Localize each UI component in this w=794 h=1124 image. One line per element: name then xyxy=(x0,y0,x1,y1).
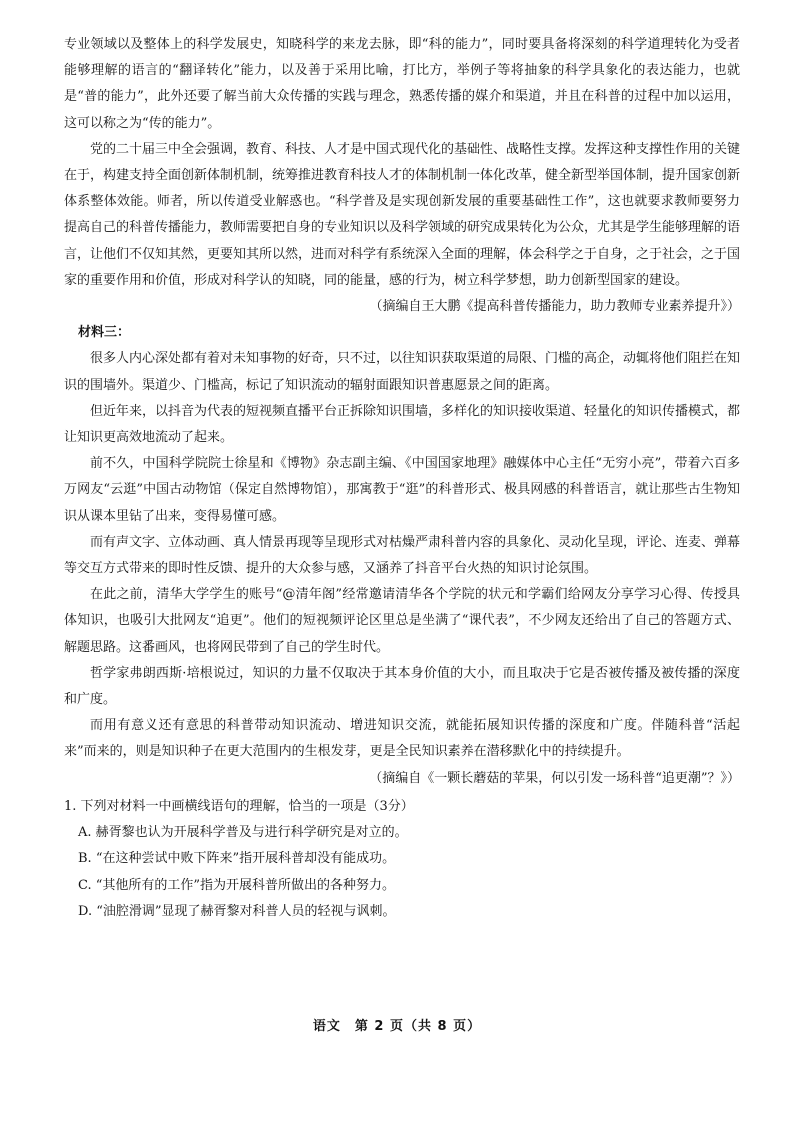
paragraph: 而有声文字、立体动画、真人情景再现等呈现形式对枯燥严肃科普内容的具象化、灵动化呈现，评论、连麦、弹幕等交互方式带来的即时性反馈、提升的大众参与感，又涵养了抖音平台火热的知识讨论氛围。 xyxy=(64,534,741,577)
option-a: A. 赫胥黎也认为开展科学普及与进行科学研究是对立的。 xyxy=(78,825,408,841)
paragraph: 在此之前，清华大学学生的账号“@清年阁”经常邀请清华各个学院的状元和学霸们给网友分享学习心得、传授具体知识，也吸引大批网友“追更”。他们的短视频评论区里总是坐满了“课代表”，不少网友还给出了自己的答题方式、解题思路。这番画风，也将网民带到了自己的学生时代。 xyxy=(64,587,740,655)
source-citation: （摘编自《一颗长蘑菇的苹果，何以引发一场科普“追更潮”？》） xyxy=(369,770,740,786)
source-citation: （摘编自王大鹏《提高科普传播能力，助力教师专业素养提升》） xyxy=(369,299,740,315)
page-footer: 语文 第 2 页（共 8 页） xyxy=(312,1019,482,1034)
option-c: C. “其他所有的工作”指为开展科普所做出的各种努力。 xyxy=(78,877,396,893)
option-b: B. “在这种尝试中败下阵来”指开展科普却没有能成功。 xyxy=(78,851,396,867)
question-stem: 1. 下列对材料一中画横线语句的理解，恰当的一项是（3分） xyxy=(64,798,414,814)
exam-page xyxy=(64,32,740,925)
option-d: D. “油腔滑调”显现了赫胥黎对科普人员的轻视与讽刺。 xyxy=(78,903,396,919)
paragraph: 前不久，中国科学院院士徐星和《博物》杂志副主编、《中国国家地理》融媒体中心主任“无穷小亮”，带着六百多万网友“云逛”中国古动物馆（保定自然博物馆），那寓教于“逛”的科普形式、极具网感的科普语言，就让那些古生物知识从课本里钻了出来，变得易懂可感。 xyxy=(64,456,740,524)
paragraph: 很多人内心深处都有着对未知事物的好奇，只不过，以往知识获取渠道的局限、门槛的高企，动辄将他们阻拦在知识的围墙外。渠道少、门槛高，标记了知识流动的辐射面跟知识普惠愿景之间的距离。 xyxy=(64,351,741,393)
material-heading: 材料三： xyxy=(78,325,131,341)
paragraph: 而用有意义还有意思的科普带动知识流动、增进知识交流，就能拓展知识传播的深度和广度。伴随科普“活起来”而来的，则是知识种子在更大范围内的生根发芽，更是全民知识素养在潜移默化中的持续提升。 xyxy=(64,718,740,760)
paragraph: 但近年来，以抖音为代表的短视频直播平台正拆除知识围墙，多样化的知识接收渠道、轻量化的知识传播模式，都让知识更高效地流动了起来。 xyxy=(64,403,741,446)
paragraph: 专业领域以及整体上的科学发展史，知晓科学的来龙去脉，即“科的能力”，同时要具备将深刻的科学道理转化为受者能够理解的语言的“翻译转化”能力，以及善于采用比喻，打比方，举例子等将抽象的科学具象化的表达能力，也就是“普的能力”，此外还要了解当前大众传播的实践与理念，熟悉传播的媒介和渠道，并且在科普的过程中加以运用，这可以称之为“传的能力”。 xyxy=(64,37,740,131)
paragraph: 党的二十届三中全会强调，教育、科技、人才是中国式现代化的基础性、战略性支撑。发挥这种支撑性作用的关键在于，构建支持全面创新体制机制，统筹推进教育科技人才的体制机制一体化改革，健全新型举国体制，提升国家创新体系整体效能。师者，所以传道受业解惑也。“科学普及是实现创新发展的重要基础性工作”，这也就要求教师要努力提高自己的科普传播能力，教师需要把自身的专业知识以及科学领域的研究成果转化为公众，尤其是学生能够理解的语言，让他们不仅知其然，更要知其所以然，进而对科学有系统深入全面的理解，体会科学之于自身，之于社会，之于国家的重要作用和价值，形成对科学认的知晓，同的能量，感的行为，树立科学梦想，助力创新型国家的建设。 xyxy=(64,141,741,288)
paragraph: 哲学家弗朗西斯·培根说过，知识的力量不仅取决于其本身价值的大小，而且取决于它是否被传播及被传播的深度和广度。 xyxy=(64,665,740,708)
